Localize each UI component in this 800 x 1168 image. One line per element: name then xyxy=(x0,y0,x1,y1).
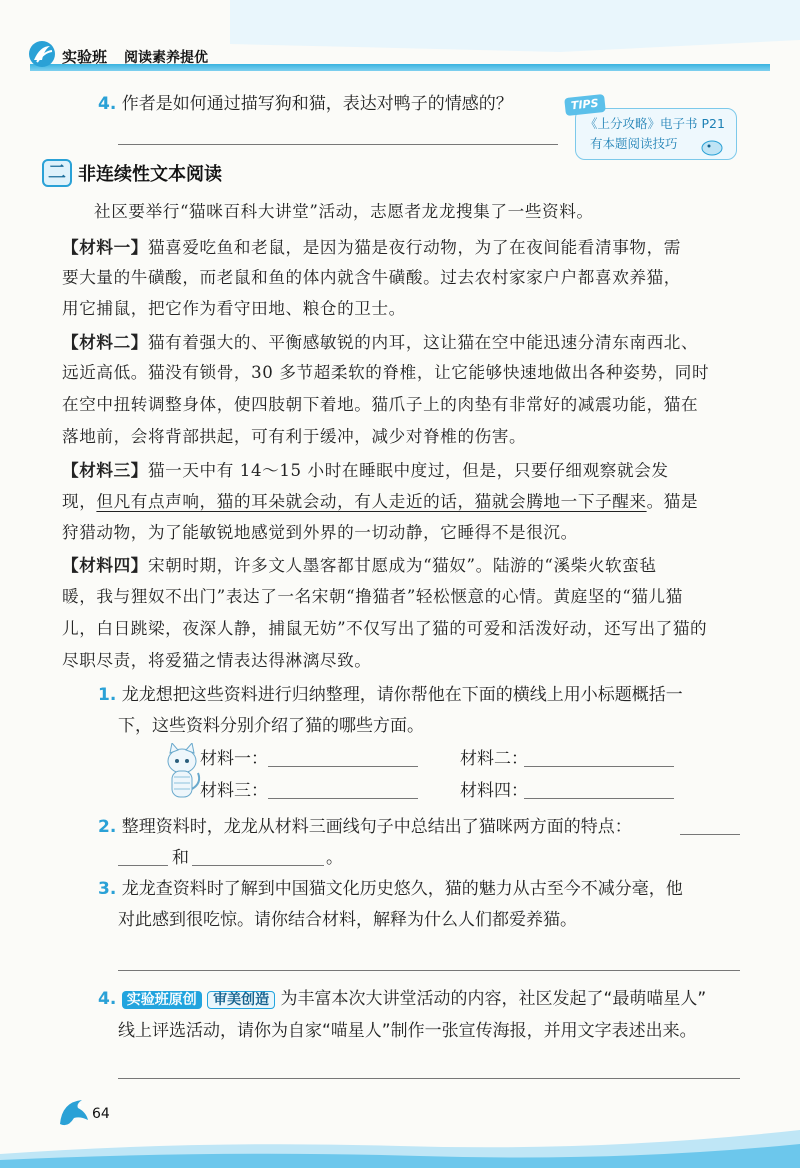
question-text: 为丰富本次大讲堂活动的内容，社区发起了“最萌喵星人” xyxy=(280,989,707,1009)
tips-tag: TIPS xyxy=(564,94,605,116)
original-badge: 实验班原创 xyxy=(122,991,202,1009)
answer-line-question-4[interactable] xyxy=(118,1078,740,1079)
question-number: 2. xyxy=(98,817,117,837)
material-2-line-3: 在空中扭转调整身体，使四肢朝下着地。猫爪子上的肉垫有非常好的减震功能，猫在 xyxy=(62,395,699,414)
book-logo-icon xyxy=(28,40,56,68)
material-label: 【材料三】 xyxy=(62,460,148,480)
material-text: 宋朝时期，许多文人墨客都甘愿成为“猫奴”。陆游的“溪柴火软蛮毡 xyxy=(147,556,657,575)
material-3-line-2 xyxy=(62,490,698,514)
question-text: 作者是如何通过描写狗和猫，表达对鸭子的情感的？ xyxy=(121,94,513,114)
question-4-top xyxy=(98,92,513,116)
question-2-and: 和 xyxy=(172,848,189,868)
material-4-line-2: 暖，我与狸奴不出门”表达了一名宋朝“撸猫者”轻松惬意的心情。黄庭坚的“猫儿猫 xyxy=(62,587,683,606)
tips-line-1: 《上分攻略》电子书 P21 xyxy=(585,116,725,131)
question-3-line-2: 对此感到很吃惊。请你结合材料，解释为什么人们都爱养猫。 xyxy=(118,910,577,930)
material-4-line-3: 儿，白日跳梁，夜深人静，捕鼠无妨”不仅写出了猫的可爱和活泼好动，还写出了猫的 xyxy=(62,619,708,638)
answer-line-question-3[interactable] xyxy=(118,970,740,971)
underlined-sentence: 但凡有点声响，猫的耳朵就会动，有人走近的话，猫就会腾地一下子醒来 xyxy=(96,492,647,511)
question-number: 3. xyxy=(98,879,117,899)
material-2-line-1 xyxy=(62,330,698,355)
blank-label: 材料二： xyxy=(460,749,528,769)
material-text: 。猫是 xyxy=(646,492,699,511)
intro-text: 社区要举行“猫咪百科大讲堂”活动，志愿者龙龙搜集了一些资料。 xyxy=(94,202,594,221)
header-subtitle: 阅读素养提优 xyxy=(124,50,208,66)
material-text: 猫有着强大的、平衡感敏锐的内耳，这让猫在空中能迅速分清东南西北、 xyxy=(147,333,699,352)
dolphin-icon xyxy=(56,1094,92,1134)
section-title: 非连续性文本阅读 xyxy=(78,164,222,185)
blank-material-1 xyxy=(200,747,268,771)
answer-line-material-4[interactable] xyxy=(524,798,674,799)
answer-line[interactable] xyxy=(118,144,558,145)
material-1-line-3: 用它捕鼠，把它作为看守田地、粮仓的卫士。 xyxy=(62,299,406,318)
question-text: 龙龙想把这些资料进行归纳整理，请你帮他在下面的横线上用小标题概括一 xyxy=(121,685,683,705)
material-2-line-2: 远近高低。猫没有锁骨，30 多节超柔软的脊椎，让它能够快速地做出各种姿势，同时 xyxy=(62,363,710,382)
answer-line-material-1[interactable] xyxy=(268,766,418,767)
question-number: 1. xyxy=(98,685,117,705)
question-number: 4. xyxy=(98,94,117,114)
material-text: 猫喜爱吃鱼和老鼠，是因为猫是夜行动物，为了在夜间能看清事物，需 xyxy=(147,238,681,257)
section-number: 二 xyxy=(42,159,72,187)
material-4-line-4: 尽职尽责，将爱猫之情表达得淋漓尽致。 xyxy=(62,651,372,670)
question-2-line-1 xyxy=(98,815,632,839)
page-number: 64 xyxy=(92,1106,110,1122)
question-4-line-2: 线上评选活动，请你为自家“喵星人”制作一张宣传海报，并用文字表述出来。 xyxy=(118,1021,697,1041)
blank-material-3 xyxy=(200,779,268,803)
question-4-line-1 xyxy=(98,987,706,1012)
blank-label: 材料三： xyxy=(200,781,268,801)
material-1-line-2: 要大量的牛磺酸，而老鼠和鱼的体内就含牛磺酸。过去农村家家户户都喜欢养猫， xyxy=(62,268,681,287)
material-2-line-4: 落地前，会将背部拱起，可有利于缓冲，减少对脊椎的伤害。 xyxy=(62,427,527,446)
aesthetic-badge: 审美创造 xyxy=(207,991,275,1009)
answer-line-trait-2[interactable] xyxy=(192,865,324,866)
answer-line-material-3[interactable] xyxy=(268,798,418,799)
material-3-line-1 xyxy=(62,458,669,483)
material-1-line-1 xyxy=(62,235,681,260)
blank-label: 材料一： xyxy=(200,749,268,769)
material-label: 【材料二】 xyxy=(62,332,148,352)
question-3-line-1 xyxy=(98,877,683,901)
header-title: 实验班 xyxy=(62,48,108,66)
question-number: 4. xyxy=(98,989,117,1009)
material-label: 【材料四】 xyxy=(62,555,148,575)
blank-material-4 xyxy=(460,779,528,803)
footer-wave xyxy=(0,1110,800,1168)
question-text: 龙龙查资料时了解到中国猫文化历史悠久，猫的魅力从古至今不减分毫，他 xyxy=(121,879,683,899)
answer-line-trait-1a[interactable] xyxy=(680,834,740,835)
material-3-line-3: 狩猎动物，为了能敏锐地感觉到外界的一切动静，它睡得不是很沉。 xyxy=(62,523,578,542)
mascot-icon xyxy=(700,136,724,156)
question-1-line-2: 下，这些资料分别介绍了猫的哪些方面。 xyxy=(118,716,424,736)
answer-line-trait-1b[interactable] xyxy=(118,865,168,866)
answer-line-material-2[interactable] xyxy=(524,766,674,767)
question-1-line-1 xyxy=(98,683,683,707)
material-label: 【材料一】 xyxy=(62,237,148,257)
material-4-line-1 xyxy=(62,553,657,578)
blank-material-2 xyxy=(460,747,528,771)
material-text: 猫一天中有 14～15 小时在睡眠中度过，但是，只要仔细观察就会发 xyxy=(147,461,669,480)
material-text: 现， xyxy=(62,492,97,511)
tips-line-2: 有本题阅读技巧 xyxy=(590,136,678,151)
question-2-end: 。 xyxy=(326,848,343,868)
blank-label: 材料四： xyxy=(460,781,528,801)
question-text: 整理资料时，龙龙从材料三画线句子中总结出了猫咪两方面的特点： xyxy=(121,817,632,837)
